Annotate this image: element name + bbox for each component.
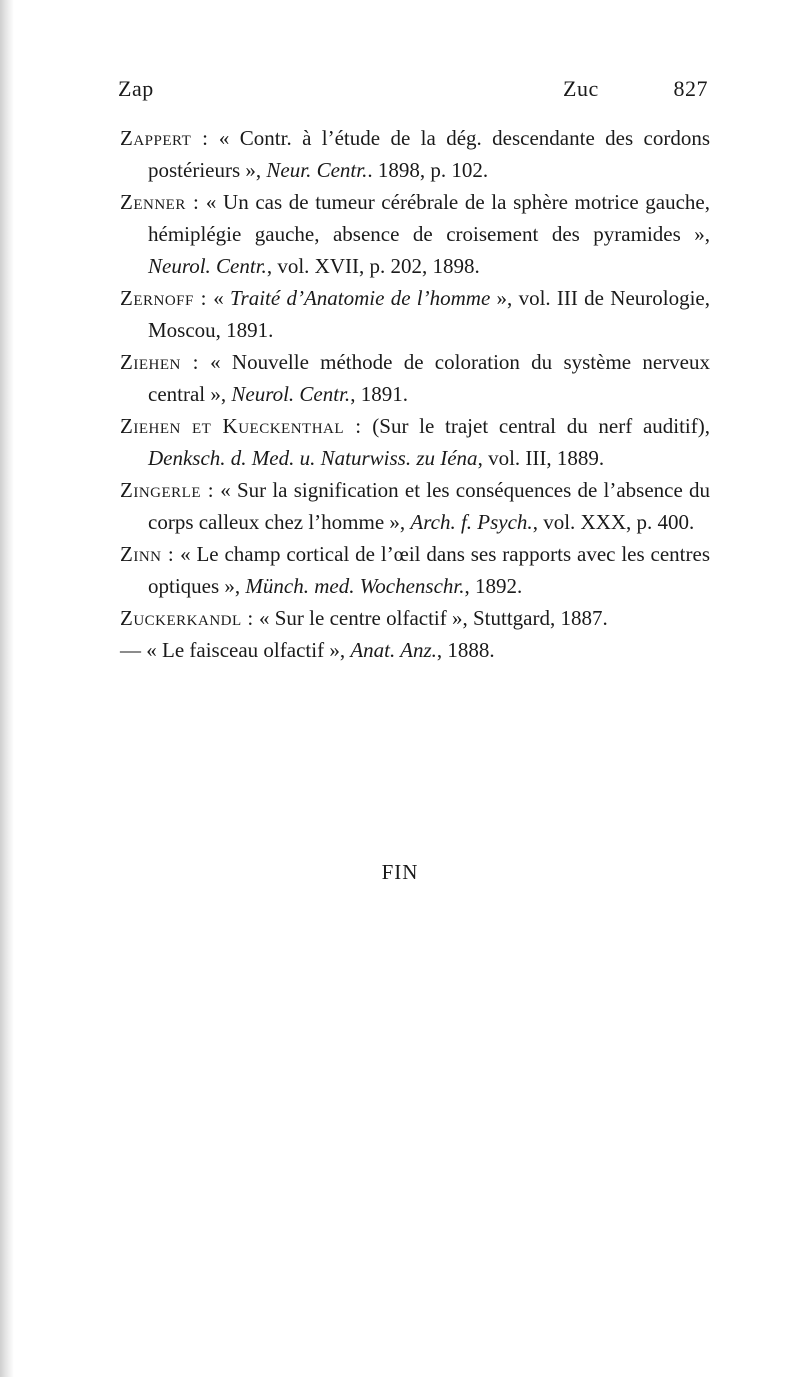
- entry-text: « Nouvelle méthode de coloration du système nerveux central »,: [148, 350, 710, 406]
- entry-journal: Neurol. Centr.: [148, 254, 267, 278]
- entry-journal: Arch. f. Psych.: [410, 510, 533, 534]
- entry-author: Zappert :: [120, 126, 209, 150]
- entry-journal: Anat. Anz.: [350, 638, 437, 662]
- bibliography-entry: [120, 410, 710, 474]
- entry-details: , 1888.: [436, 638, 495, 662]
- entry-journal: Neur. Centr.: [266, 158, 368, 182]
- entry-author: Ziehen et Kueckenthal :: [120, 414, 362, 438]
- entry-text: « Un cas de tumeur cérébrale de la sphère motrice gauche, hémiplégie gauche, absence de croisement des pyramides »,: [148, 190, 710, 246]
- entry-text: — « Le faisceau olfactif »,: [120, 638, 351, 662]
- entry-author: Zinn :: [120, 542, 175, 566]
- bibliography-entry: [120, 186, 710, 282]
- bibliography-entry: [120, 122, 710, 186]
- entry-details: , vol. III, 1889.: [477, 446, 605, 470]
- bibliography-entry: [120, 602, 710, 634]
- bibliography-entry: [120, 634, 710, 666]
- bibliography-list: [120, 122, 710, 666]
- entry-details: , 1891.: [350, 382, 408, 406]
- entry-text: « Sur la signification et les conséquences de l’absence du corps calleux chez l’homme »,: [148, 478, 710, 534]
- bibliography-entry: [120, 538, 710, 602]
- entry-author: Zingerle :: [120, 478, 215, 502]
- running-head-center: Zuc: [563, 76, 599, 101]
- bibliography-entry: [120, 282, 710, 346]
- entry-author: Ziehen :: [120, 350, 199, 374]
- running-head-left: Zap: [118, 76, 154, 101]
- entry-details: », vol. III de Neurologie, Moscou, 1891.: [148, 286, 710, 342]
- entry-journal: Denksch. d. Med. u. Naturwiss. zu Iéna: [148, 446, 478, 470]
- entry-details: , vol. XVII, p. 202, 1898.: [266, 254, 480, 278]
- entry-text: « Sur le centre olfactif », Stuttgard, 1887.: [253, 606, 608, 630]
- bibliography-entry: [120, 474, 710, 538]
- entry-author: Zernoff :: [120, 286, 207, 310]
- entry-journal: Traité d’Anatomie de l’homme: [230, 286, 491, 310]
- entry-author: Zenner :: [120, 190, 200, 214]
- page-edge-shadow: [0, 0, 14, 1377]
- page-number: 827: [673, 76, 708, 101]
- bibliography-entry: [120, 346, 710, 410]
- entry-journal: Neurol. Centr.: [231, 382, 351, 406]
- entry-text: « Le champ cortical de l’œil dans ses rapports avec les centres optiques »,: [148, 542, 710, 598]
- entry-text: (Sur le trajet central du nerf auditif),: [361, 414, 710, 438]
- entry-text: « Contr. à l’étude de la dég. descendante des cordons postérieurs »,: [148, 126, 711, 182]
- end-mark: FIN: [381, 860, 419, 884]
- entry-details: , 1892.: [464, 574, 523, 598]
- entry-details: . 1898, p. 102.: [367, 158, 489, 182]
- entry-text: «: [206, 286, 230, 310]
- entry-details: , vol. XXX, p. 400.: [532, 510, 695, 534]
- running-head: [118, 76, 708, 106]
- entry-author: Zuckerkandl :: [120, 606, 254, 630]
- entry-journal: Münch. med. Wochenschr.: [245, 574, 465, 598]
